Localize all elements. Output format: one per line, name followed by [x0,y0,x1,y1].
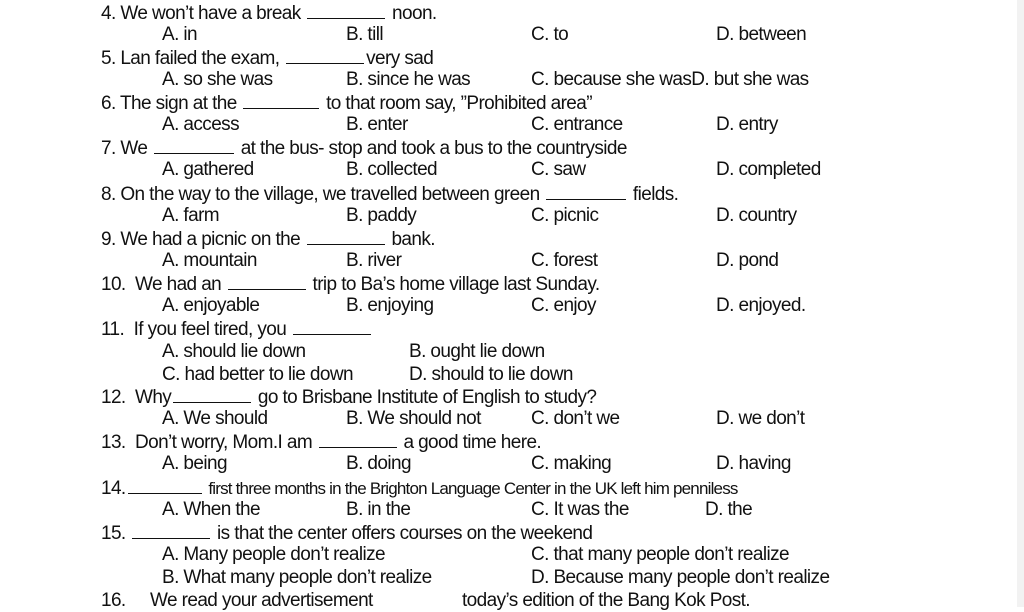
question-stem: Don’t worry, Mom.I am [134,432,313,453]
option-b[interactable]: B. since he was [346,69,471,90]
option-b[interactable]: B. doing [346,453,411,474]
question-15 [101,522,592,545]
question-stem: If you feel tired, you [133,319,287,340]
question-stem-end: is that the center offers courses on the weekend [217,523,593,544]
option-d[interactable]: D. entry [716,114,778,135]
option-d[interactable]: D. country [716,205,797,226]
question-6 [101,92,592,115]
answer-blank [228,273,306,290]
question-9 [101,228,435,251]
answer-blank [173,386,251,403]
option-c[interactable]: C. picnic [531,205,599,226]
question-14 [101,477,738,500]
question-16 [101,590,126,612]
option-c[interactable]: C. forest [531,250,598,271]
question-number: 10. [101,274,126,295]
question-stem-end: very sad [366,48,434,69]
answer-blank [286,47,364,64]
option-b[interactable]: B. enter [346,114,408,135]
question-4 [101,2,437,25]
answer-blank [128,477,202,494]
option-d[interactable]: D. we don’t [716,408,805,429]
question-stem: We [120,138,148,159]
option-c[interactable]: C. making [531,453,612,474]
question-stem-end: trip to Ba’s home village last Sunday. [312,274,600,295]
option-b[interactable]: B. We should not [346,408,481,429]
option-d[interactable]: D. the [705,499,753,520]
option-b[interactable]: B. enjoying [346,295,434,316]
question-stem: Why [134,387,172,408]
option-a[interactable]: A. mountain [162,250,257,271]
question-stem: We read your advertisement [150,590,373,611]
option-c[interactable]: C. don’t we [531,408,620,429]
option-d[interactable]: D. between [716,24,807,45]
answer-blank [307,228,385,245]
answer-blank [546,183,626,200]
answer-blank [132,522,210,539]
option-c[interactable]: C. saw [531,159,586,180]
answer-blank [243,92,319,109]
option-d[interactable]: D. pond [716,250,779,271]
page-edge [1017,0,1024,607]
question-stem: Lan failed the exam, [120,48,280,69]
question-7 [101,137,627,160]
question-8 [101,183,678,206]
option-a[interactable]: A. being [162,453,227,474]
answer-blank [307,2,385,19]
answer-blank [154,137,234,154]
option-c[interactable]: C. entrance [531,114,623,135]
option-d[interactable]: D. enjoyed. [716,295,806,316]
question-stem: We had an [134,274,222,295]
question-5 [101,47,433,70]
answer-blank [293,318,371,335]
option-d[interactable]: D. having [716,453,791,474]
option-c[interactable]: C. that many people don’t realize [531,544,789,565]
question-number: 4. [101,3,116,24]
option-c[interactable]: C. enjoy [531,295,596,316]
question-stem-end: a good time here. [403,432,542,453]
option-c[interactable]: C. because she wasD. but she was [531,69,809,90]
option-c[interactable]: C. It was the [531,499,629,520]
option-a[interactable]: A. We should [162,408,268,429]
option-b[interactable]: B. river [346,250,402,271]
question-number: 12. [101,387,126,408]
question-number: 8. [101,184,116,205]
question-number: 5. [101,48,116,69]
option-a[interactable]: A. so she was [162,69,273,90]
option-d[interactable]: D. should to lie down [409,364,573,385]
option-a[interactable]: A. should lie down [162,341,306,362]
option-b[interactable]: B. collected [346,159,438,180]
option-a[interactable]: A. in [162,24,198,45]
option-b[interactable]: B. What many people don’t realize [162,567,432,588]
option-b[interactable]: B. till [346,24,383,45]
question-stem-end: noon. [392,3,437,24]
question-13 [101,431,541,454]
question-stem: We won’t have a break [120,3,301,24]
question-number: 16. [101,590,126,611]
question-stem-end: go to Brisbane Institute of English to study? [257,387,597,408]
question-stem-end: first three months in the Brighton Language Center in the UK left him penniless [208,479,738,498]
option-a[interactable]: A. farm [162,205,220,226]
option-b[interactable]: B. paddy [346,205,417,226]
option-c[interactable]: C. to [531,24,569,45]
option-a[interactable]: A. When the [162,499,260,520]
question-number: 7. [101,138,116,159]
option-b[interactable]: B. ought lie down [409,341,545,362]
option-a[interactable]: A. access [162,114,239,135]
question-number: 15. [101,523,126,544]
question-stem: We had a picnic on the [120,229,301,250]
question-stem-end: today’s edition of the Bang Kok Post. [462,590,750,611]
question-stem: The sign at the [120,93,237,114]
question-stem-end: bank. [391,229,435,250]
question-stem: On the way to the village, we travelled between green [120,184,540,205]
question-number: 6. [101,93,116,114]
option-a[interactable]: A. enjoyable [162,295,260,316]
option-d[interactable]: D. Because many people don’t realize [531,567,830,588]
question-number: 9. [101,229,116,250]
question-10 [101,273,600,296]
question-number: 13. [101,432,126,453]
option-a[interactable]: A. gathered [162,159,254,180]
question-stem-end: to that room say, ”Prohibited area” [326,93,592,114]
answer-blank [319,431,397,448]
question-number: 11. [101,319,125,340]
option-a[interactable]: A. Many people don’t realize [162,544,385,565]
option-c[interactable]: C. had better to lie down [162,364,353,385]
question-11 [101,318,373,341]
option-b[interactable]: B. in the [346,499,411,520]
question-stem-end: at the bus- stop and took a bus to the countryside [240,138,627,159]
question-number: 14. [101,478,126,499]
option-d[interactable]: D. completed [716,159,821,180]
question-stem-end: fields. [632,184,679,205]
question-12 [101,386,596,409]
